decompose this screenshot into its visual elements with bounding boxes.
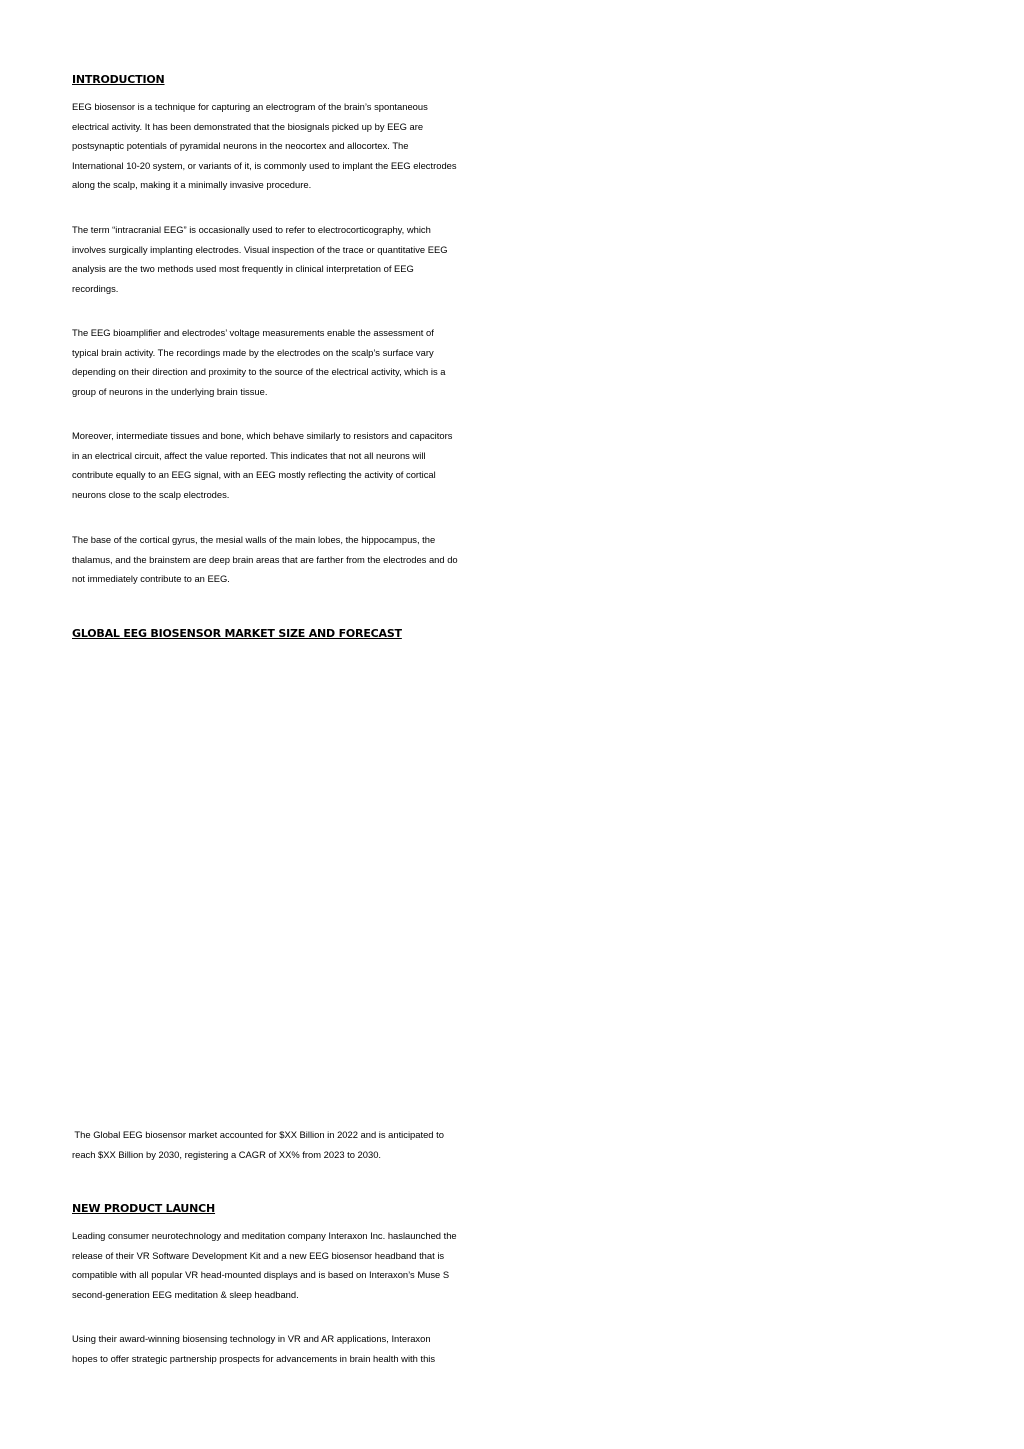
introduction-heading: INTRODUCTION <box>72 73 165 86</box>
text-line: release of their VR Software Development Kit and a new EEG biosensor headband that is <box>72 1249 445 1261</box>
text-line: involves surgically implanting electrodes. Visual inspection of the trace or quantitative EEG <box>72 243 448 255</box>
blank-figure-area <box>72 655 512 1115</box>
text-line: hopes to offer strategic partnership prospects for advancements in brain health with this <box>72 1352 436 1364</box>
text-line: reach $XX Billion by 2030, registering a CAGR of XX% from 2023 to 2030. <box>72 1148 382 1160</box>
text-line: postsynaptic potentials of pyramidal neurons in the neocortex and allocortex. The <box>72 140 409 151</box>
text-line: Leading consumer neurotechnology and meditation company Interaxon Inc. haslaunched the <box>72 1230 457 1241</box>
text-line: The base of the cortical gyrus, the mesial walls of the main lobes, the hippocampus, the <box>72 534 436 545</box>
text-line: along the scalp, making it a minimally invasive procedure. <box>72 179 312 190</box>
launch-paragraph-1 <box>72 1226 512 1304</box>
text-line: analysis are the two methods used most frequently in clinical interpretation of EEG <box>72 263 414 274</box>
text-line: neurons close to the scalp electrodes. <box>72 488 230 500</box>
text-line: thalamus, and the brainstem are deep brain areas that are farther from the electrodes and do <box>72 553 458 565</box>
intro-paragraph-5 <box>72 530 512 589</box>
text-line: Using their award-winning biosensing technology in VR and AR applications, Interaxon <box>72 1333 431 1344</box>
intro-paragraph-4 <box>72 426 512 504</box>
intro-paragraph-1 <box>72 97 512 195</box>
launch-paragraph-2 <box>72 1329 512 1368</box>
text-line: depending on their direction and proximity to the source of the electrical activity, which is a <box>72 366 446 377</box>
new-product-launch-heading: NEW PRODUCT LAUNCH <box>72 1202 216 1215</box>
text-line: compatible with all popular VR head-mounted displays and is based on Interaxon’s Muse S <box>72 1269 450 1280</box>
intro-paragraph-3 <box>72 323 512 401</box>
text-line: Moreover, intermediate tissues and bone, which behave similarly to resistors and capacitors <box>72 430 453 441</box>
text-line: second-generation EEG meditation & sleep headband. <box>72 1288 299 1300</box>
text-line: in an electrical circuit, affect the value reported. This indicates that not all neurons will <box>72 449 426 461</box>
text-line: typical brain activity. The recordings made by the electrodes on the scalp’s surface vary <box>72 346 434 358</box>
text-line: not immediately contribute to an EEG. <box>72 573 230 584</box>
text-line: The term “intracranial EEG” is occasionally used to refer to electrocorticography, which <box>72 224 431 235</box>
text-line: contribute equally to an EEG signal, with an EEG mostly reflecting the activity of cortical <box>72 469 436 480</box>
text-line: EEG biosensor is a technique for capturing an electrogram of the brain’s spontaneous <box>72 101 428 112</box>
intro-paragraph-2 <box>72 220 512 298</box>
market-size-heading: GLOBAL EEG BIOSENSOR MARKET SIZE AND FORECAST <box>72 627 402 640</box>
text-line: The Global EEG biosensor market accounted for $XX Billion in 2022 and is anticipated to <box>72 1129 444 1140</box>
text-line: The EEG bioamplifier and electrodes’ voltage measurements enable the assessment of <box>72 327 434 338</box>
text-line: group of neurons in the underlying brain tissue. <box>72 385 268 397</box>
market-paragraph <box>72 1125 512 1164</box>
text-line: International 10-20 system, or variants of it, is commonly used to implant the EEG electrodes <box>72 159 457 171</box>
text-line: recordings. <box>72 282 119 294</box>
text-line: electrical activity. It has been demonstrated that the biosignals picked up by EEG are <box>72 120 424 132</box>
